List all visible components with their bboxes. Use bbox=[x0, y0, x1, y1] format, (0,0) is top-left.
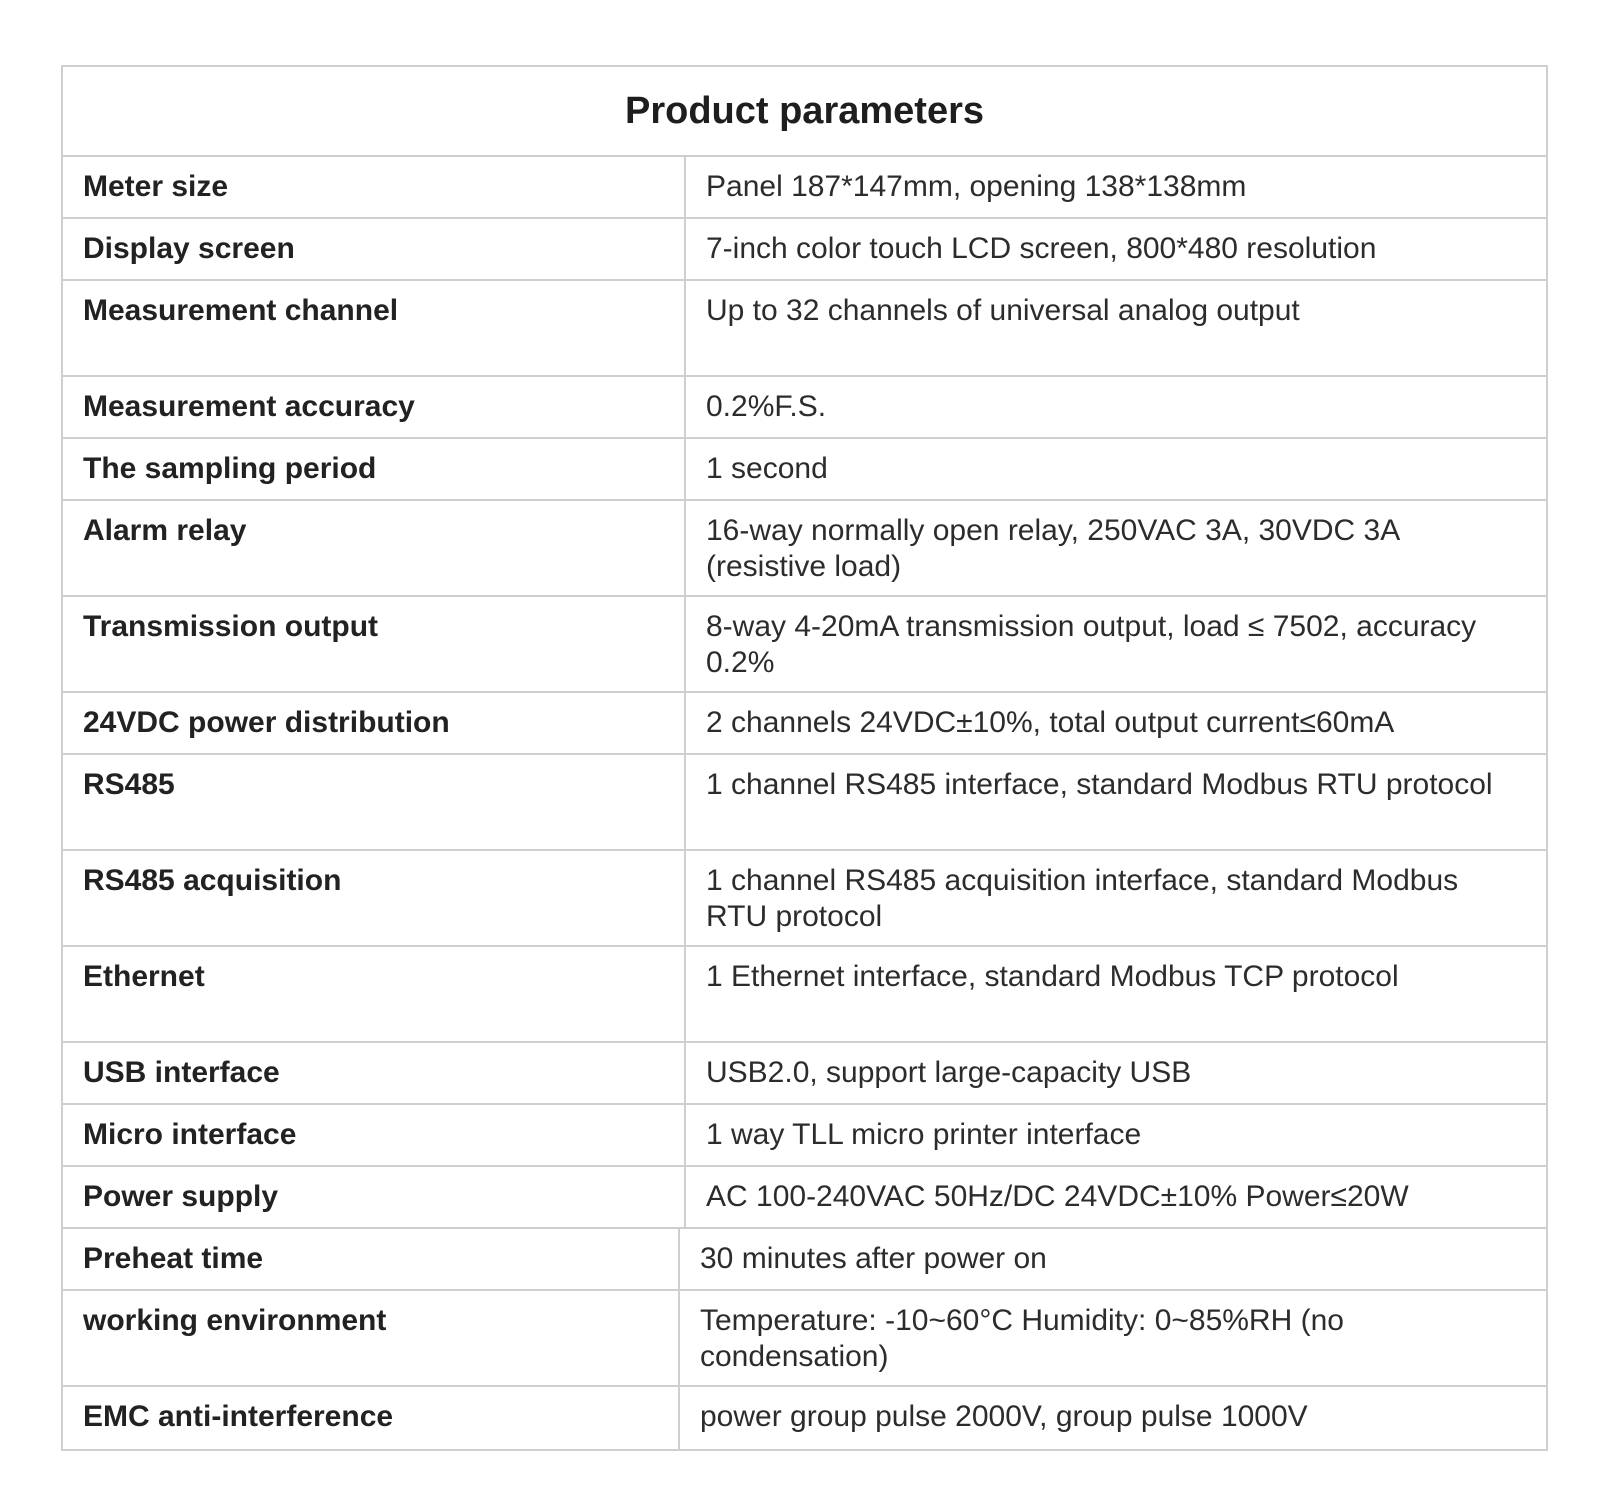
row-value: 1 way TLL micro printer interface bbox=[706, 1118, 1142, 1151]
row-value: power group pulse 2000V, group pulse 1000V bbox=[700, 1400, 1308, 1433]
row-value: Panel 187*147mm, opening 138*138mm bbox=[706, 170, 1247, 203]
row-value: 8-way 4-20mA transmission output, load ≤ 7502, accuracy 0.2% bbox=[706, 610, 1477, 679]
table-title: Product parameters bbox=[63, 67, 1546, 157]
row-value: Temperature: -10~60°C Humidity: 0~85%RH (no condensation) bbox=[700, 1304, 1344, 1373]
table-row bbox=[63, 1167, 1546, 1229]
table-row bbox=[63, 157, 1546, 219]
row-label: Ethernet bbox=[63, 947, 686, 1041]
row-value: 1 channel RS485 acquisition interface, standard Modbus RTU protocol bbox=[706, 864, 1459, 933]
table-row bbox=[63, 1043, 1546, 1105]
row-value: 1 second bbox=[706, 452, 828, 485]
table-row bbox=[63, 1229, 1546, 1291]
row-value: 30 minutes after power on bbox=[700, 1242, 1047, 1275]
row-label: Preheat time bbox=[63, 1229, 680, 1289]
table-row bbox=[63, 377, 1546, 439]
row-label: Measurement channel bbox=[63, 281, 686, 375]
table-row bbox=[63, 755, 1546, 851]
row-label: RS485 bbox=[63, 755, 686, 849]
row-label: Micro interface bbox=[63, 1105, 686, 1165]
table-row bbox=[63, 851, 1546, 947]
row-value: 16-way normally open relay, 250VAC 3A, 30VDC 3A (resistive load) bbox=[706, 514, 1399, 583]
row-label: RS485 acquisition bbox=[63, 851, 686, 945]
row-value: 1 Ethernet interface, standard Modbus TCP protocol bbox=[706, 960, 1399, 993]
row-label: Measurement accuracy bbox=[63, 377, 686, 437]
table-row bbox=[63, 947, 1546, 1043]
row-value: 2 channels 24VDC±10%, total output current≤60mA bbox=[706, 706, 1395, 739]
row-label: 24VDC power distribution bbox=[63, 693, 686, 753]
row-value: 0.2%F.S. bbox=[706, 390, 827, 423]
row-label: Display screen bbox=[63, 219, 686, 279]
row-value: Up to 32 channels of universal analog output bbox=[706, 294, 1300, 327]
table-row bbox=[63, 1387, 1546, 1449]
row-label: The sampling period bbox=[63, 439, 686, 499]
row-label: Power supply bbox=[63, 1167, 686, 1227]
table-row bbox=[63, 219, 1546, 281]
row-label: Alarm relay bbox=[63, 501, 686, 595]
table-row bbox=[63, 501, 1546, 597]
table-row bbox=[63, 1105, 1546, 1167]
table-row bbox=[63, 693, 1546, 755]
table-row bbox=[63, 597, 1546, 693]
table-row bbox=[63, 1291, 1546, 1387]
row-label: Meter size bbox=[63, 157, 686, 217]
row-value: AC 100-240VAC 50Hz/DC 24VDC±10% Power≤20W bbox=[706, 1180, 1409, 1213]
table-row bbox=[63, 281, 1546, 377]
row-label: EMC anti-interference bbox=[63, 1387, 680, 1449]
row-value: 7-inch color touch LCD screen, 800*480 resolution bbox=[706, 232, 1377, 265]
row-value: 1 channel RS485 interface, standard Modbus RTU protocol bbox=[706, 768, 1493, 801]
product-parameters-table bbox=[61, 65, 1548, 1451]
row-label: Transmission output bbox=[63, 597, 686, 691]
row-value: USB2.0, support large-capacity USB bbox=[706, 1056, 1192, 1089]
row-label: working environment bbox=[63, 1291, 680, 1385]
table-row bbox=[63, 439, 1546, 501]
row-label: USB interface bbox=[63, 1043, 686, 1103]
